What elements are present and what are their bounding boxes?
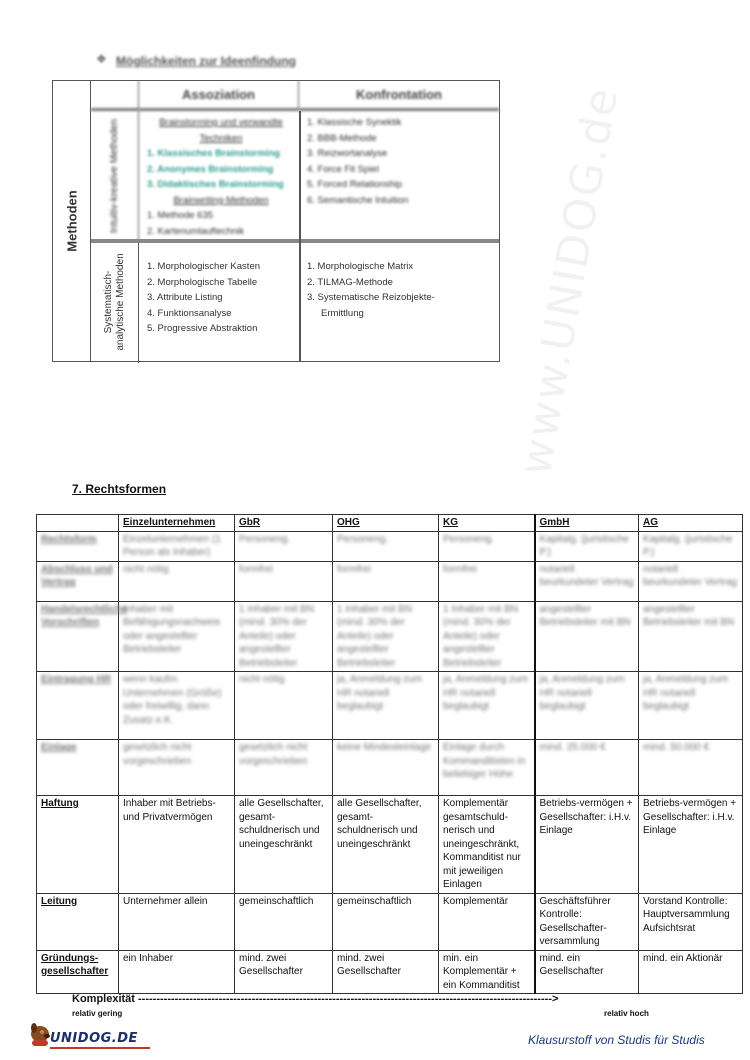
row-header: Rechtsform — [41, 533, 97, 545]
table-cell: Komplementär — [439, 893, 535, 950]
column-header-kg: KG — [439, 515, 535, 532]
association-systematic-cell — [147, 259, 295, 337]
list-item: 5. Forced Relationship — [307, 179, 403, 190]
logo-underline — [50, 1047, 150, 1049]
list-item: 3. Attribute Listing — [147, 292, 223, 303]
table-cell: mind. ein Gesellschafter — [535, 950, 639, 994]
row-header: Leitung — [37, 893, 119, 950]
list-item: 2. TILMAG-Methode — [307, 276, 393, 288]
table-cell: ein Inhaber — [119, 950, 235, 994]
table-cell: ja, Anmeldung zum HR notariell beglaubigt — [643, 674, 729, 712]
column-header-gbr: GbR — [235, 515, 333, 532]
list-item: 2. Anonymes Brainstorming — [147, 163, 274, 175]
complexity-low-label: relativ gering — [72, 1009, 123, 1018]
konfrontation-systematic-cell — [307, 259, 495, 321]
list-item: 5. Progressive Abstraktion — [147, 323, 258, 334]
row-header: Einlage — [41, 742, 77, 753]
row-intuitive-label: Intuitiv-kreative Methoden — [108, 118, 120, 234]
bullet-icon: ❖ — [96, 52, 107, 66]
table-cell: Personeng. — [239, 533, 291, 545]
table-cell: mind. zwei Gesellschafter — [235, 950, 333, 994]
list-item: 2. Kartenumlauftechnik — [147, 225, 245, 237]
complexity-high-label: relativ hoch — [604, 1009, 649, 1018]
list-item: Ermittlung — [321, 307, 364, 319]
methods-figure — [52, 80, 500, 362]
header-konfrontation: Konfrontation — [299, 81, 499, 111]
column-header-einzelunternehmen: Einzelunternehmen — [119, 515, 235, 532]
list-item: 1. Klassisches Brainstorming — [147, 148, 281, 159]
table-cell: Geschäftsführer Kontrolle: Gesellschafter-versammlung — [535, 893, 639, 950]
table-cell: formfrei — [337, 563, 371, 575]
table-cell: Komplementär gesamtschuld-nerisch und uneingeschränkt, Kommanditist nur mit jeweiligen Einlagen — [439, 796, 535, 894]
table-row — [37, 561, 743, 601]
table-cell: Betriebs-vermögen + Gesellschafter: i.H.v. Einlage — [639, 796, 743, 894]
row-header: Eintragung HR — [41, 674, 111, 685]
table-cell: gemeinschaftlich — [333, 893, 439, 950]
list-item: 4. Funktionsanalyse — [147, 307, 232, 319]
table-cell: ja, Anmeldung zum HR notariell beglaubigt — [337, 674, 423, 712]
list-item: 2. BBB-Methode — [307, 132, 377, 144]
table-cell: alle Gesellschafter, gesamt-schuldnerisch und uneingeschränkt — [235, 796, 333, 894]
list-item: 6. Semantische Intuition — [307, 194, 409, 206]
row-header: Gründungs-gesellschafter — [37, 950, 119, 994]
complexity-arrow: Komplexität -----------------------------------------------------------------------------------------------------------------> — [72, 993, 559, 1005]
table-cell: gemeinschaftlich — [235, 893, 333, 950]
logo-text: UNIDOG.DE — [50, 1031, 138, 1046]
methods-label: Methoden — [64, 190, 79, 252]
list-item: 1. Klassische Synektik — [307, 117, 402, 128]
row-header: Handelsrechtliche Vorschriften — [41, 603, 128, 628]
row-divider — [91, 239, 499, 243]
table-cell: mind. 50.000 € — [643, 742, 710, 753]
table-cell: Personeng. — [443, 533, 495, 545]
list-item: 3. Didaktisches Brainstorming — [147, 179, 284, 190]
watermark: www.UNIDOG.de — [510, 82, 629, 479]
table-row — [37, 740, 743, 796]
row-header: Haftung — [37, 796, 119, 894]
table-cell: formfrei — [239, 563, 273, 575]
table-cell: Kapitalg. (juristische P.) — [539, 533, 629, 558]
association-intuitive-cell — [147, 115, 295, 239]
table-row-haftung — [37, 796, 743, 894]
methods-label-column — [53, 81, 91, 361]
association-heading-1: Brainstorming und verwandte Techniken — [159, 117, 283, 144]
table-cell: formfrei — [443, 563, 477, 575]
list-item: 4. Force Fit Spiel — [307, 163, 379, 175]
table-cell: 1 Inhaber mit BN (mind. 30% der Anteile) oder angestellter Betriebsleiter — [239, 603, 315, 669]
table-cell: mind. 25.000 € — [539, 742, 606, 753]
table-header-row — [37, 515, 743, 532]
konfrontation-intuitive-cell — [307, 115, 495, 208]
row-systematic-label: Systematisch-analytische Methoden — [102, 253, 126, 351]
table-cell: ja, Anmeldung zum HR notariell beglaubigt — [443, 674, 529, 712]
footer-note: Klausurstoff von Studis für Studis — [528, 1033, 705, 1047]
column-divider — [299, 111, 301, 361]
header-blank — [91, 81, 139, 111]
table-cell: 1 Inhaber mit BN (mind. 30% der Anteile) oder angestellter Betriebsleiter — [443, 603, 519, 669]
table-cell: gesetzlich nicht vorgeschrieben — [239, 742, 308, 767]
table-cell: Vorstand Kontrolle: Hauptversammlung Aufsichtsrat — [639, 893, 743, 950]
column-header-gmbh: GmbH — [535, 515, 639, 532]
table-cell: keine Mindesteinlage — [337, 742, 431, 753]
table-cell: Einlage durch Kommanditisten in beliebiger Höhe — [443, 742, 526, 780]
table-cell: Betriebs-vermögen + Gesellschafter: i.H.v. Einlage — [535, 796, 639, 894]
legal-forms-table — [36, 514, 743, 994]
table-row — [37, 672, 743, 740]
table-row-leitung — [37, 893, 743, 950]
header-association: Assoziation — [139, 81, 299, 111]
table-cell: Einzelunternehmen (1 Person als Inhaber) — [123, 533, 221, 558]
section-title: 7. Rechtsformen — [72, 482, 167, 496]
association-heading-2: Brainwriting-Methoden — [173, 194, 269, 206]
table-cell: alle Gesellschafter, gesamt-schuldnerisch und uneingeschränkt — [333, 796, 439, 894]
table-row — [37, 601, 743, 672]
table-cell: nicht nötig — [123, 563, 169, 575]
list-item: 1. Morphologischer Kasten — [147, 261, 261, 272]
column-header — [37, 515, 119, 532]
table-cell: angestellter Betriebsleiter mit BN — [539, 603, 631, 628]
table-cell: notariell beurkundeter Vertrag — [643, 563, 737, 588]
figure-title: Möglichkeiten zur Ideenfindung — [116, 54, 296, 68]
row-systematic — [91, 241, 139, 363]
table-cell: gesetzlich nicht vorgeschrieben — [123, 742, 192, 767]
table-cell: Kapitalg. (juristische P.) — [643, 533, 733, 558]
table-cell: wenn kaufm. Unternehmen (Größe) oder freiwillig, dann Zusatz e.K. — [123, 674, 222, 726]
list-item: 3. Systematische Reizobjekte- — [307, 292, 435, 303]
table-cell: mind. zwei Gesellschafter — [333, 950, 439, 994]
column-header-ohg: OHG — [333, 515, 439, 532]
table-cell: angestellter Betriebsleiter mit BN — [643, 603, 735, 628]
list-item: 1. Methode 635 — [147, 210, 214, 221]
table-cell: Inhaber mit Betriebs- und Privatvermögen — [119, 796, 235, 894]
table-cell: Unternehmer allein — [119, 893, 235, 950]
list-item: 1. Morphologische Matrix — [307, 261, 414, 272]
table-cell: notariell beurkundeter Vertrag — [539, 563, 634, 588]
list-item: 2. Morphologische Tabelle — [147, 276, 258, 288]
row-header: Abschluss und Vertrag — [41, 563, 113, 588]
table-cell: 1 Inhaber mit BN (mind. 30% der Anteile) oder angestellter Betriebsleiter — [337, 603, 413, 669]
table-row — [37, 531, 743, 561]
table-cell: Inhaber mit Befähigungsnachweis oder angestellter Betriebsleiter — [123, 603, 221, 655]
table-cell: min. ein Komplementär + ein Kommanditist — [439, 950, 535, 994]
table-cell: Personeng. — [337, 533, 389, 545]
table-cell: ja, Anmeldung zum HR notariell beglaubigt — [539, 674, 625, 712]
table-cell: nicht nötig — [239, 674, 285, 685]
row-intuitive — [91, 111, 139, 241]
table-row-gruendung — [37, 950, 743, 994]
list-item: 3. Reizwortanalyse — [307, 148, 388, 159]
column-header-ag: AG — [639, 515, 743, 532]
table-cell: mind. ein Aktionär — [639, 950, 743, 994]
